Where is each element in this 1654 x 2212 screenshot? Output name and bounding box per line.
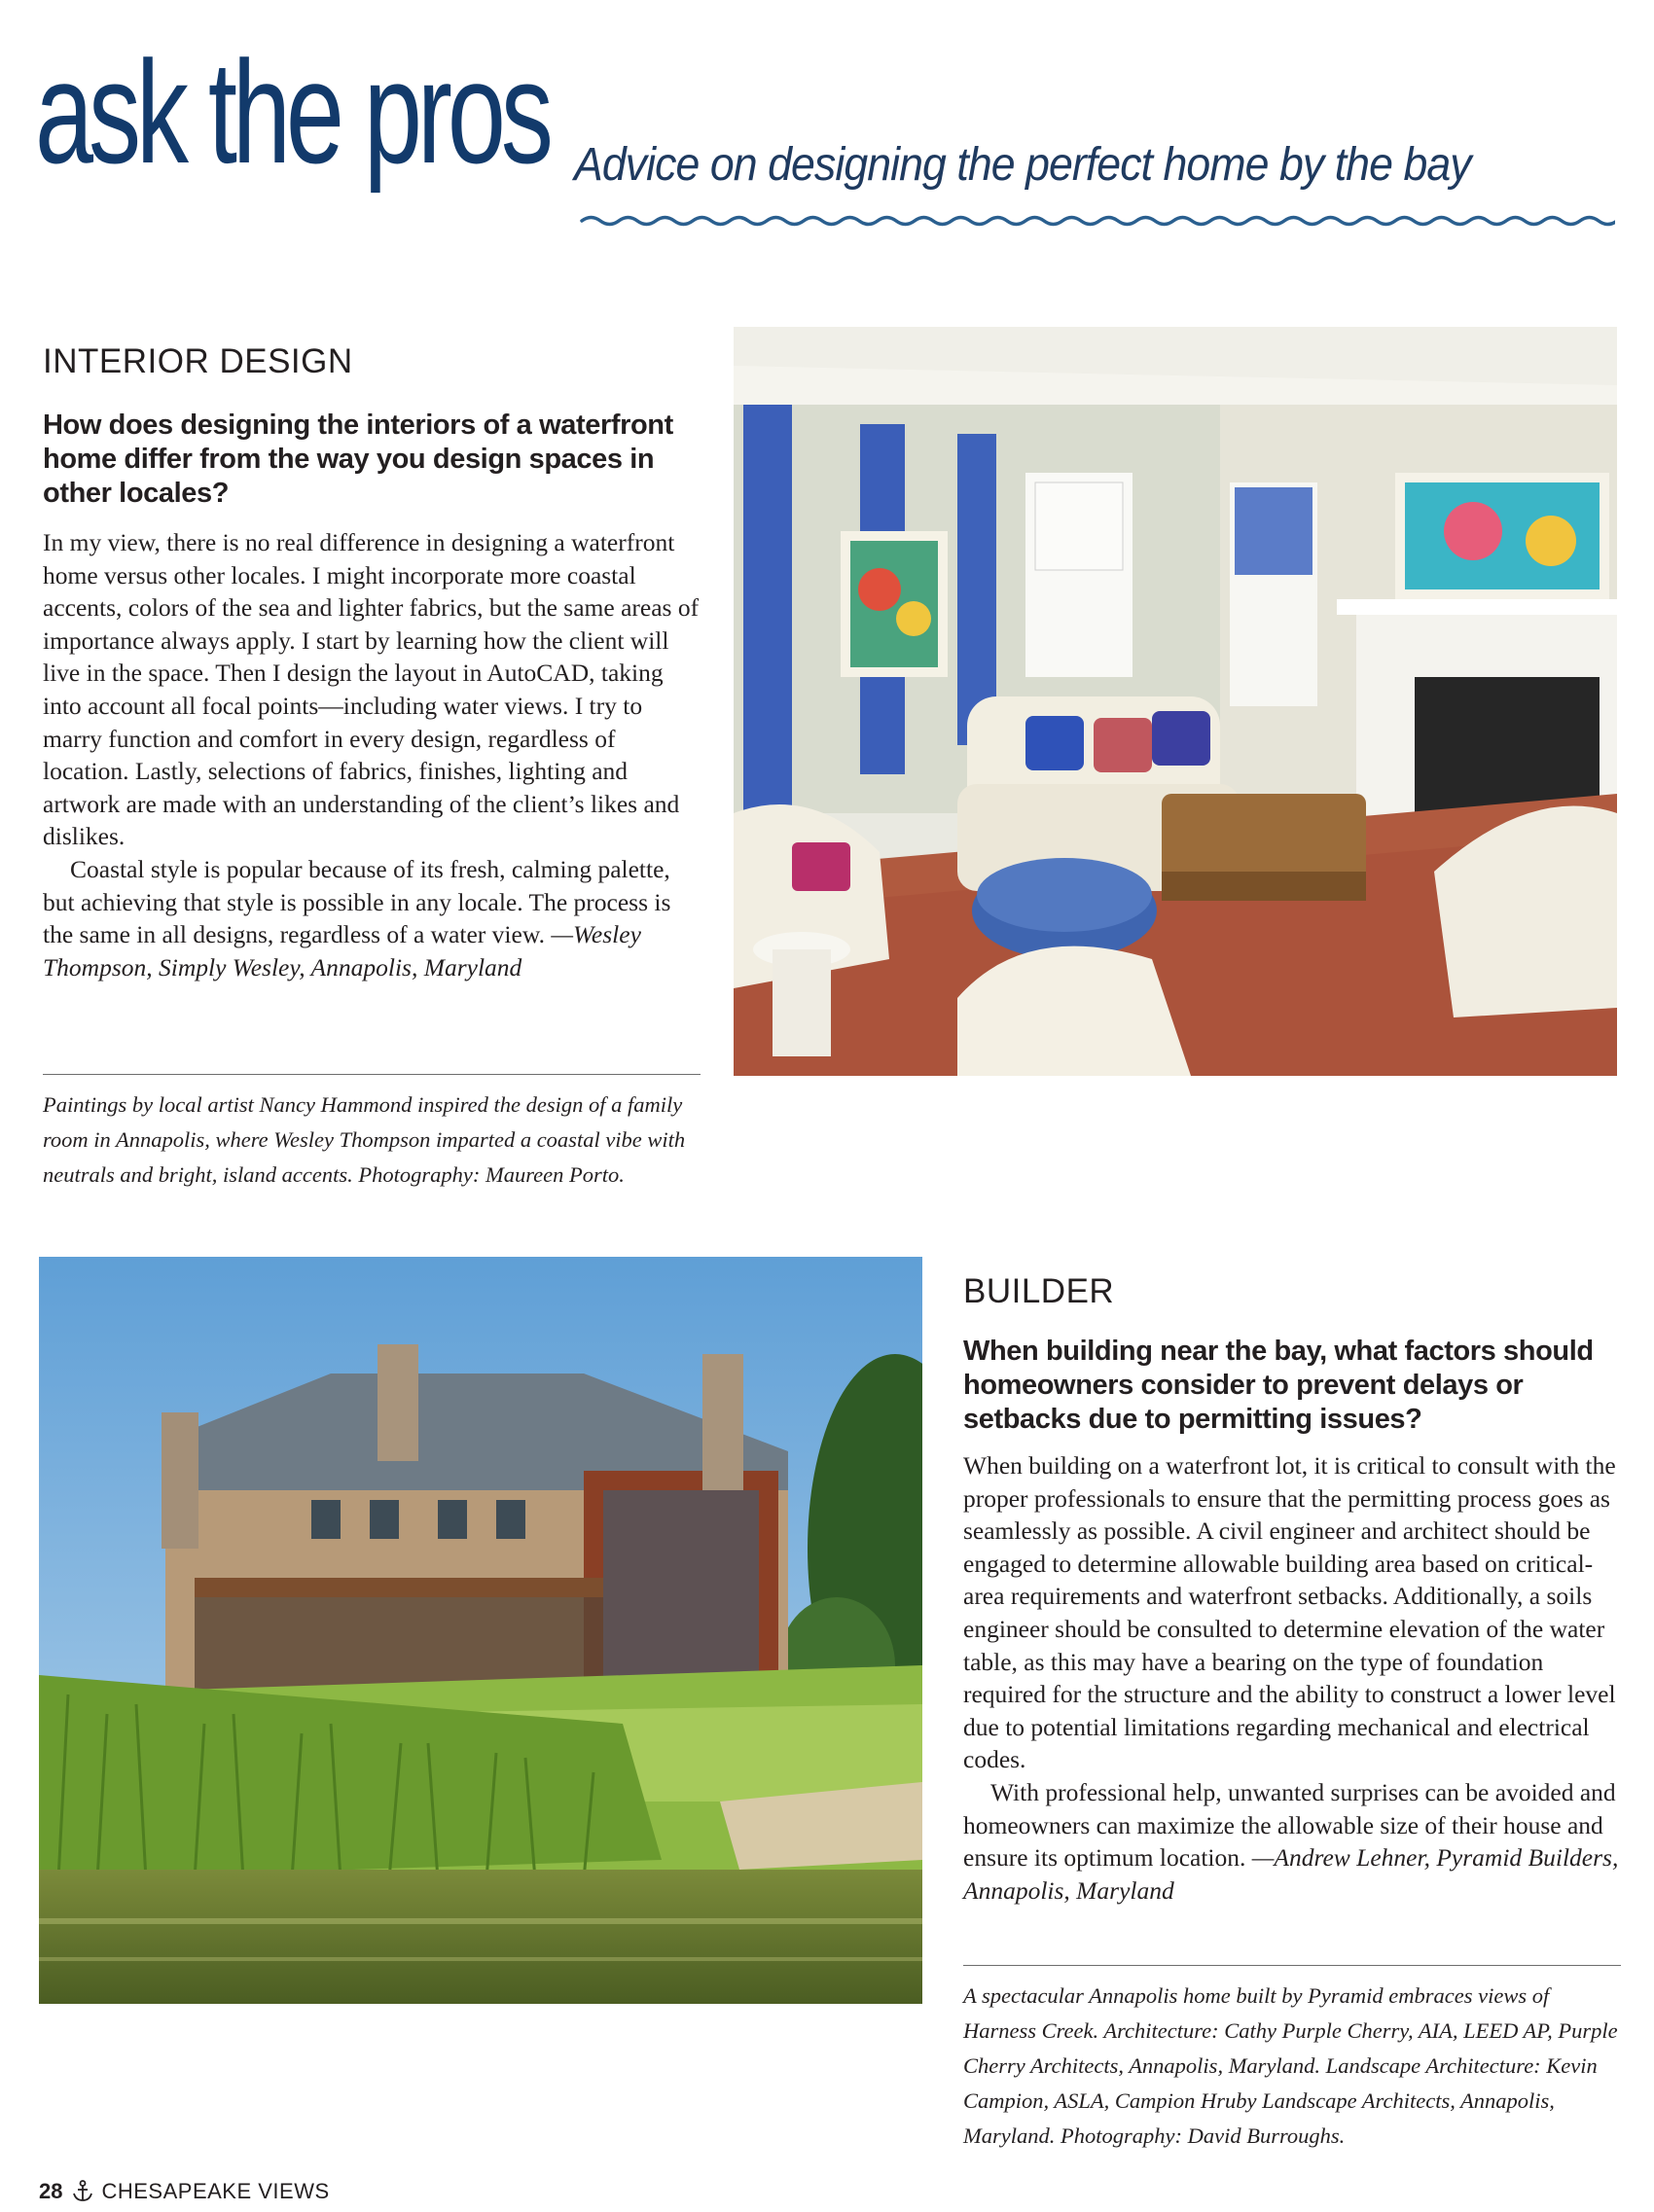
page-number: 28 [39, 2179, 63, 2203]
builder-question: When building near the bay, what factors should homeowners consider to prevent delays or setbacks due to permitting issues? [963, 1336, 1594, 1435]
interior-paragraph-1: In my view, there is no real difference in designing a waterfront home versus other locales. I might incorporate more coastal accents, colors of the sea and lighter fabrics, but the same areas of importance always apply. I start by learning how the client will live in the space. Then I design the layout in AutoCAD, taking into account all focal points—including water views. I try to marry function and comfort in every design, regardless of location. Lastly, selections of fabrics, finishes, lighting and artwork are made with an understanding of the client’s likes and dislikes. [43, 528, 700, 851]
builder-signature: —Andrew Lehner, Pyramid Builders, Annapolis, Maryland [963, 1843, 1619, 1905]
wave-divider [580, 208, 1615, 233]
builder-answer [963, 1449, 1627, 1907]
builder-caption-rule [963, 1965, 1621, 1966]
interior-photo-caption: Paintings by local artist Nancy Hammond inspired the design of a family room in Annapolis, where Wesley Thompson imparted a coastal vibe with neutrals and bright, island accents. Photography: Maureen Porto. [43, 1092, 686, 1187]
section-heading-interior-design: INTERIOR DESIGN [43, 342, 353, 380]
interior-paragraph-2: Coastal style is popular because of its fresh, calming palette, but achieving that style is possible in any locale. The process is the same in all designs, regardless of a water view. —Wesley Thompson, Simply Wesley, Annapolis, Maryland [43, 854, 671, 981]
page-title: ask the pros [35, 30, 549, 194]
page-subtitle: Advice on designing the perfect home by the bay [574, 139, 1471, 191]
builder-paragraph-2: With professional help, unwanted surprises can be avoided and homeowners can maximize the allowable size of their house and ensure its optimum location. —Andrew Lehner, Pyramid Builders, Annapolis, Maryland [963, 1777, 1619, 1905]
section-heading-builder: BUILDER [963, 1272, 1115, 1310]
publication-name: CHESAPEAKE VIEWS [101, 2179, 330, 2203]
waterfront-house-photo [39, 1257, 922, 2004]
interior-question: How does designing the interiors of a waterfront home differ from the way you design spaces in other locales? [43, 410, 673, 509]
anchor-icon [72, 2180, 93, 2203]
interior-signature: —Wesley Thompson, Simply Wesley, Annapolis, Maryland [43, 920, 641, 981]
page-footer [39, 2179, 330, 2204]
caption-rule [43, 1074, 701, 1075]
interior-answer [43, 526, 706, 983]
builder-paragraph-1: When building on a waterfront lot, it is critical to consult with the proper professionals to ensure that the permitting process goes as seamlessly as possible. A civil engineer and architect should be engaged to determine allowable building area based on critical-area requirements and waterfront setbacks. Additionally, a soils engineer should be consulted to determine elevation of the water table, as this may have a bearing on the type of foundation required for the structure and the ability to construct a lower level due to potential limitations regarding mechanical and electrical codes. [963, 1451, 1616, 1774]
builder-photo-caption: A spectacular Annapolis home built by Pyramid embraces views of Harness Creek. Architecture: Cathy Purple Cherry, AIA, LEED AP, Purple Cherry Architects, Annapolis, Maryland. Landscape Architecture: Kevin Campion, ASLA, Campion Hruby Landscape Architects, Annapolis, Maryland. Photography: David Burroughs. [963, 1983, 1618, 2148]
living-room-photo [734, 327, 1617, 1076]
